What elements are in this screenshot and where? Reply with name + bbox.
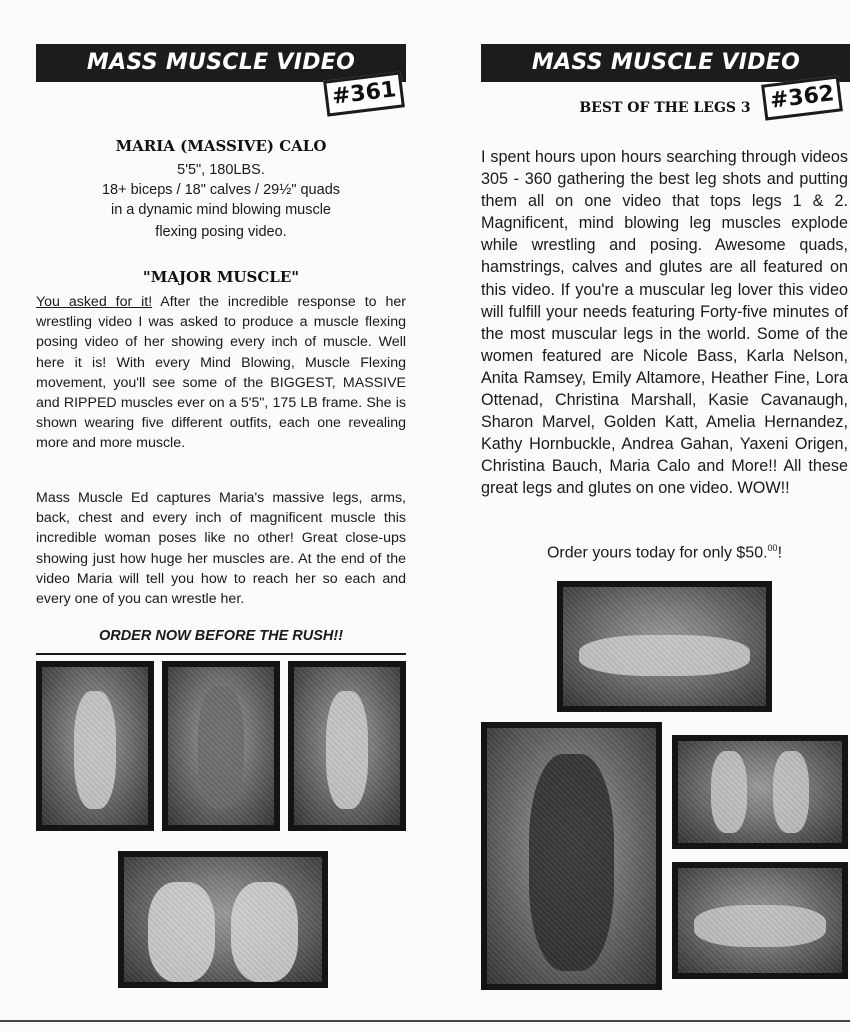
right-video-number-tag: #362: [761, 75, 843, 120]
left-photo-2: [162, 661, 280, 831]
left-paragraph-2: Mass Muscle Ed captures Maria's massive legs, arms, back, chest and every inch of magnificent muscle this incredible woman poses like no other! Great close-ups showing just how huge her muscles are. At the end of the video Maria will tell you how to reach her so each and every one of you can wrestle her.: [36, 490, 406, 608]
page-bottom-rule: [0, 1020, 850, 1022]
right-order-cents: 00: [767, 543, 778, 553]
left-subheading: "MAJOR MUSCLE": [142, 268, 300, 286]
left-video-number-tag: #361: [323, 71, 405, 116]
left-paragraph-1-body: After the incredible response to her wrestling video I was asked to produce a muscle flexing posing video of her showing every inch of muscle. Well here it is! With every Mind Blowing, Muscle Flexing movement, you'll see some of the BIGGEST, MASSIVE and RIPPED muscles ever on a 5'5", 175 LB frame. She is shown wearing five different outfits, each one revealing more and more muscle.: [36, 294, 406, 452]
right-photo-1: [557, 581, 772, 712]
left-stats-line-3: in a dynamic mind blowing muscle: [110, 202, 331, 218]
right-order-line: [481, 543, 848, 562]
right-photo-4: [672, 862, 848, 979]
left-photo-1: [36, 661, 154, 831]
right-photo-2: [481, 722, 662, 990]
left-stats-line-4: flexing posing video.: [155, 224, 287, 240]
right-paragraph: I spent hours upon hours searching through videos 305 - 360 gathering the best leg shots and putting them all on one video that tops legs 1 & 2. Magnificent, mind blowing leg muscles explode while wrestling and posing. Awesome quads, hamstrings, calves and glutes are all featured on this video. If you're a muscular leg lover this video will fulfill your needs featuring Forty-five minutes of the most muscular legs in the world. Some of the women featured are Nicole Bass, Karla Nelson, Anita Ramsey, Emily Altamore, Heather Fine, Lora Ottenad, Christina Marshall, Kasie Cavanaugh, Sharon Marvel, Golden Katt, Amelia Hernandez, Kathy Hornbuckle, Andrea Gahan, Yaxeni Origen, Christina Bauch, Maria Calo and More!! All these great legs and glutes on one video. WOW!!: [481, 148, 848, 498]
right-order-text: Order yours today for only $50.: [546, 544, 768, 562]
left-banner: MASS MUSCLE VIDEO: [36, 44, 406, 82]
left-paragraph-1: [36, 292, 406, 454]
right-title: BEST OF THE LEGS 3: [579, 100, 751, 116]
right-order-suffix: !: [777, 544, 783, 562]
left-stats-line-1: 5'5", 180LBS.: [177, 162, 265, 178]
left-name-heading: MARIA (MASSIVE) CALO: [115, 137, 327, 155]
right-photo-3: [672, 735, 848, 849]
left-stats-line-2: 18+ biceps / 18" calves / 29½" quads: [101, 182, 341, 198]
left-paragraph-1-lead: You asked for it!: [36, 294, 153, 310]
right-banner: MASS MUSCLE VIDEO: [481, 44, 850, 82]
left-photo-4: [118, 851, 328, 988]
left-order-line: ORDER NOW BEFORE THE RUSH!!: [98, 628, 344, 644]
left-divider: [36, 653, 406, 655]
left-photo-3: [288, 661, 406, 831]
